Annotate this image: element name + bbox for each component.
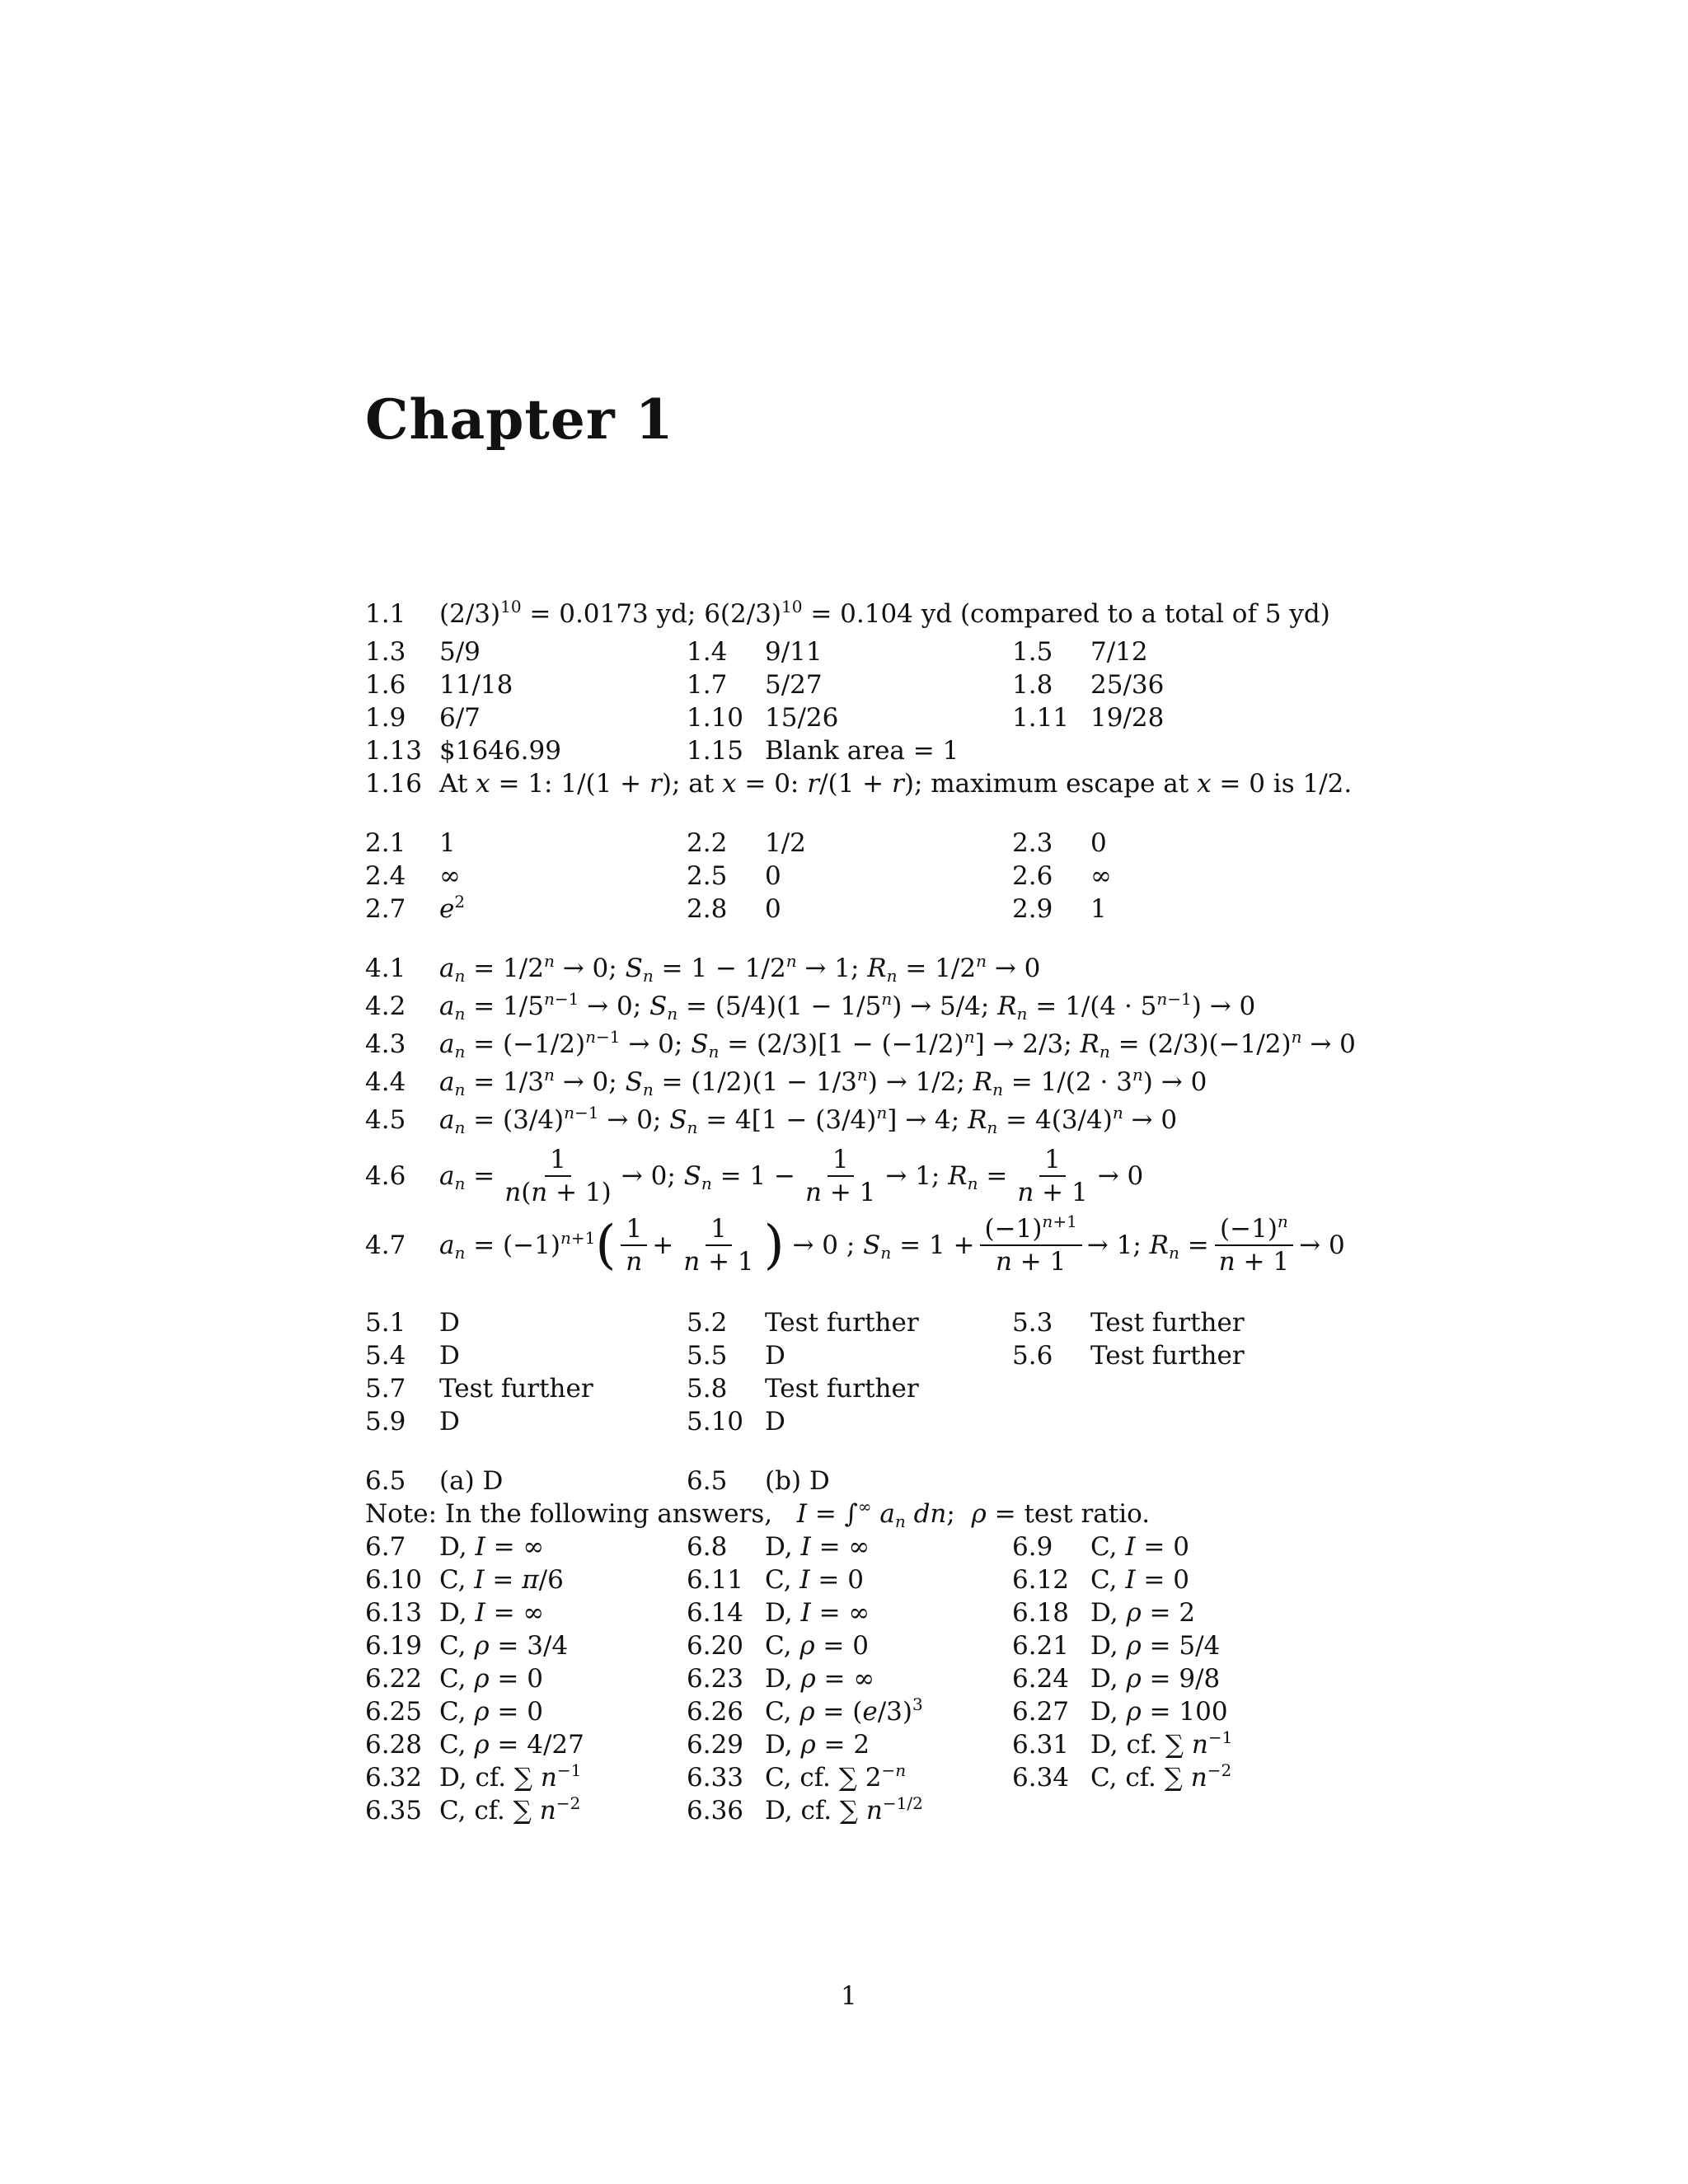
answer-row — [365, 1794, 1486, 1827]
problem-number: 2.7 — [365, 894, 406, 924]
answer-row — [365, 1306, 1486, 1339]
answer-text: $a_n$ = $\frac{1}{n(n + 1)}$ → 0; $S_n = 1$ − $\frac{1}{n + 1}$ → 1; $R_n$ = $\frac{1}{n + 1}$ → 0 — [439, 1145, 1144, 1207]
answer-text: $a_n = 1/2^n \to 0$; $S_n = 1 - 1/2^n \to 1$; $R_n = 1/2^n \to 0$ — [439, 951, 1041, 986]
problem-number: 6.25 — [365, 1697, 423, 1727]
problem-number: 2.8 — [687, 894, 728, 924]
answer-row — [365, 1372, 1486, 1405]
answer-text: $(2/3)^{10} = 0.0173$ yd; $6(2/3)^{10} = 0.104$ yd (compared to a total of 5 yd) — [439, 597, 1330, 629]
answer-row — [365, 1211, 1486, 1280]
problem-number: 6.26 — [687, 1697, 744, 1727]
answer-text: C, cf. ∑ $n^{-2}$ — [439, 1793, 581, 1825]
answer-row — [365, 734, 1486, 767]
problem-number: 2.3 — [1012, 828, 1053, 858]
problem-number: 6.36 — [687, 1796, 744, 1825]
answer-text: 15/26 — [765, 703, 839, 733]
problem-number: 1.7 — [687, 670, 728, 700]
answer-row — [365, 1596, 1486, 1629]
answer-text: 1 — [1090, 894, 1107, 924]
answer-text: C, cf. ∑ $2^{-n}$ — [765, 1760, 907, 1793]
problem-number: 6.27 — [1012, 1697, 1070, 1727]
problem-number: 6.20 — [687, 1631, 744, 1661]
problem-number: 2.1 — [365, 828, 406, 858]
answer-text: (a) D — [439, 1466, 504, 1496]
problem-number: 1.10 — [687, 703, 744, 733]
answer-text: Test further — [1090, 1308, 1245, 1338]
answer-text: C, ρ = 4/27 — [439, 1730, 584, 1760]
answer-text: $a_n = (-1/2)^{n-1} \to 0$; $S_n = (2/3)[1 - (-1/2)^n] \to 2/3$; $R_n = (2/3)(-1/2)^n \to 0$ — [439, 1027, 1356, 1062]
problem-number: 6.5 — [687, 1466, 728, 1496]
problem-number: 6.19 — [365, 1631, 423, 1661]
problem-number: 6.32 — [365, 1763, 423, 1793]
problem-number: 4.4 — [365, 1067, 406, 1097]
answer-text: C, ρ = 0 — [439, 1697, 543, 1727]
answer-row — [365, 1141, 1486, 1211]
problem-number: 6.29 — [687, 1730, 744, 1760]
problem-number: 5.7 — [365, 1374, 406, 1404]
answer-row — [365, 1465, 1486, 1497]
problem-number: 6.9 — [1012, 1532, 1053, 1562]
problem-number: 5.4 — [365, 1341, 406, 1371]
answer-text: 7/12 — [1090, 637, 1148, 667]
answer-row — [365, 827, 1486, 860]
answer-text: C, ρ = 0 — [765, 1631, 869, 1661]
answer-text: $1646.99 — [439, 736, 561, 766]
chapter-title: Chapter 1 — [365, 387, 674, 452]
problem-number: 1.3 — [365, 637, 406, 667]
problem-number: 2.6 — [1012, 861, 1053, 891]
answer-text: 25/36 — [1090, 670, 1165, 700]
answer-text: D, ρ = 100 — [1090, 1697, 1228, 1727]
problem-number: 5.9 — [365, 1407, 406, 1436]
answer-row — [365, 893, 1486, 926]
problem-number: 5.1 — [365, 1308, 406, 1338]
problem-number: 6.28 — [365, 1730, 423, 1760]
problem-number: 1.9 — [365, 703, 406, 733]
problem-number: 6.18 — [1012, 1598, 1070, 1628]
answer-text: D — [439, 1341, 460, 1371]
answer-text: D, cf. ∑ $n^{-1}$ — [439, 1760, 582, 1793]
answer-row — [365, 1066, 1486, 1104]
answer-text: C, cf. ∑ $n^{-2}$ — [1090, 1760, 1232, 1793]
problem-number: 2.5 — [687, 861, 728, 891]
problem-number: 4.2 — [365, 991, 406, 1021]
answer-text: D, ρ = ∞ — [765, 1664, 875, 1694]
problem-number: 1.5 — [1012, 637, 1053, 667]
problem-number: 1.11 — [1012, 703, 1070, 733]
problem-number: 1.6 — [365, 670, 406, 700]
problem-number: 1.13 — [365, 736, 423, 766]
problem-number: 6.33 — [687, 1763, 744, 1793]
answer-row — [365, 598, 1486, 635]
answer-text: D, ρ = 2 — [765, 1730, 870, 1760]
answer-row — [365, 1028, 1486, 1066]
answer-row — [365, 1728, 1486, 1761]
problem-number: 5.3 — [1012, 1308, 1053, 1338]
answer-text: At x = 1: 1/(1 + r); at x = 0: r/(1 + r); maximum escape at x = 0 is 1/2. — [439, 769, 1353, 799]
answer-row — [365, 1761, 1486, 1794]
problem-number: 6.8 — [687, 1532, 728, 1562]
problem-number: 6.35 — [365, 1796, 423, 1825]
answer-row — [365, 1530, 1486, 1563]
problem-number: 5.2 — [687, 1308, 728, 1338]
problem-number: 4.3 — [365, 1029, 406, 1059]
problem-number: 6.23 — [687, 1664, 744, 1694]
answer-text: C, $\rho = (e/3)^3$ — [765, 1694, 923, 1727]
answer-row — [365, 1339, 1486, 1372]
problem-number: 1.16 — [365, 769, 423, 799]
answer-text: D — [439, 1407, 460, 1436]
page-number: 1 — [841, 1981, 857, 2011]
problem-number: 2.4 — [365, 861, 406, 891]
answer-text: ∞ — [1090, 861, 1112, 891]
answer-text: ∞ — [439, 861, 461, 891]
problem-number: 6.21 — [1012, 1631, 1070, 1661]
problem-number: 5.10 — [687, 1407, 744, 1436]
answer-text: Test further — [765, 1308, 919, 1338]
answer-text: 19/28 — [1090, 703, 1165, 733]
answer-text: D — [439, 1308, 460, 1338]
answer-row — [365, 635, 1486, 668]
answer-text: D — [765, 1341, 785, 1371]
problem-number: 1.15 — [687, 736, 744, 766]
answer-text: 5/9 — [439, 637, 481, 667]
answer-text: C, ρ = 3/4 — [439, 1631, 569, 1661]
note-line: Note: In the following answers, I = ∫∞ $a_n$ dn; ρ = test ratio. — [365, 1497, 1151, 1531]
problem-number: 5.6 — [1012, 1341, 1053, 1371]
problem-number: 6.24 — [1012, 1664, 1070, 1694]
problem-number: 6.11 — [687, 1565, 744, 1595]
problem-number: 4.1 — [365, 954, 406, 983]
answer-text: $a_n = 1/3^n \to 0$; $S_n = (1/2)(1 - 1/3^n) \to 1/2$; $R_n = 1/(2 \cdot 3^n) \to 0$ — [439, 1065, 1207, 1099]
answer-text: $a_n = (-1)^{n+1}$ ( 1 n + $\frac{1}{n + 1}$ ) → 0 ; $S_n = 1$ + $\frac{(-1)^{n+1}}{n + 1}$ → 1; $R_n$ = $\frac{(-1)^n}{n + 1}$ → 0 — [439, 1212, 1345, 1277]
answer-text: $e^2$ — [439, 892, 466, 924]
answer-text: D, cf. ∑ $n^{-1}$ — [1090, 1727, 1233, 1760]
problem-number: 6.22 — [365, 1664, 423, 1694]
answer-row — [365, 1629, 1486, 1662]
answer-text: 6/7 — [439, 703, 481, 733]
problem-number: 6.10 — [365, 1565, 423, 1595]
answer-row — [365, 860, 1486, 893]
answer-text: $a_n = (3/4)^{n-1} \to 0$; $S_n = 4[1 - (3/4)^n] \to 4$; $R_n = 4(3/4)^n \to 0$ — [439, 1103, 1178, 1137]
problem-number: 1.8 — [1012, 670, 1053, 700]
answer-row — [365, 1695, 1486, 1728]
answer-text: 9/11 — [765, 637, 823, 667]
answer-text: Blank area = 1 — [765, 736, 959, 766]
answer-text: (b) D — [765, 1466, 830, 1496]
answer-text: C, I = 0 — [765, 1565, 864, 1595]
problem-number: 1.1 — [365, 599, 406, 629]
answer-text: 0 — [1090, 828, 1107, 858]
answer-row — [365, 701, 1486, 734]
note-text: = test ratio. — [994, 1499, 1151, 1529]
answer-text: 0 — [765, 861, 781, 891]
answer-text: C, I = 0 — [1090, 1532, 1189, 1562]
answer-row — [365, 1405, 1486, 1438]
problem-number: 2.9 — [1012, 894, 1053, 924]
answer-text: D, ρ = 5/4 — [1090, 1631, 1221, 1661]
answer-text: D, I = ∞ — [439, 1598, 545, 1628]
answer-text: 0 — [765, 894, 781, 924]
answer-text: 11/18 — [439, 670, 513, 700]
problem-number: 4.6 — [365, 1161, 406, 1191]
answer-text: 1/2 — [765, 828, 806, 858]
note-text: Note: In the following answers, — [365, 1499, 773, 1529]
answer-text: C, I = π/6 — [439, 1565, 564, 1595]
problem-number: 6.12 — [1012, 1565, 1070, 1595]
problem-number: 5.8 — [687, 1374, 728, 1404]
answer-text: D, I = ∞ — [765, 1598, 870, 1628]
answer-row — [365, 668, 1486, 701]
problem-number: 4.5 — [365, 1105, 406, 1135]
answer-text: D, I = ∞ — [439, 1532, 545, 1562]
answer-list — [365, 598, 1486, 1827]
problem-number: 1.4 — [687, 637, 728, 667]
answer-row — [365, 1662, 1486, 1695]
answer-row — [365, 1104, 1486, 1141]
problem-number: 6.34 — [1012, 1763, 1070, 1793]
answer-text: $a_n = 1/5^{n-1} \to 0$; $S_n = (5/4)(1 - 1/5^n) \to 5/4$; $R_n = 1/(4 \cdot 5^{n-1}) \to 0$ — [439, 989, 1256, 1024]
answer-text: C, I = 0 — [1090, 1565, 1189, 1595]
answer-text: D — [765, 1407, 785, 1436]
answer-text: D, I = ∞ — [765, 1532, 870, 1562]
answer-text: Test further — [1090, 1341, 1245, 1371]
answer-text: 1 — [439, 828, 456, 858]
answer-text: Test further — [439, 1374, 593, 1404]
answer-row — [365, 767, 1486, 800]
answer-text: 5/27 — [765, 670, 823, 700]
problem-number: 6.13 — [365, 1598, 423, 1628]
problem-number: 6.31 — [1012, 1730, 1070, 1760]
problem-number: 6.7 — [365, 1532, 406, 1562]
answer-text: D, ρ = 9/8 — [1090, 1664, 1221, 1694]
problem-number: 6.14 — [687, 1598, 744, 1628]
answer-text: Test further — [765, 1374, 919, 1404]
answer-row — [365, 952, 1486, 990]
problem-number: 4.7 — [365, 1230, 406, 1260]
answer-text: D, ρ = 2 — [1090, 1598, 1196, 1628]
answer-row — [365, 1563, 1486, 1596]
problem-number: 6.5 — [365, 1466, 406, 1496]
problem-number: 2.2 — [687, 828, 728, 858]
answer-row — [365, 990, 1486, 1028]
problem-number: 5.5 — [687, 1341, 728, 1371]
answer-text: C, ρ = 0 — [439, 1664, 543, 1694]
answer-text: D, cf. ∑ $n^{-1/2}$ — [765, 1793, 923, 1825]
